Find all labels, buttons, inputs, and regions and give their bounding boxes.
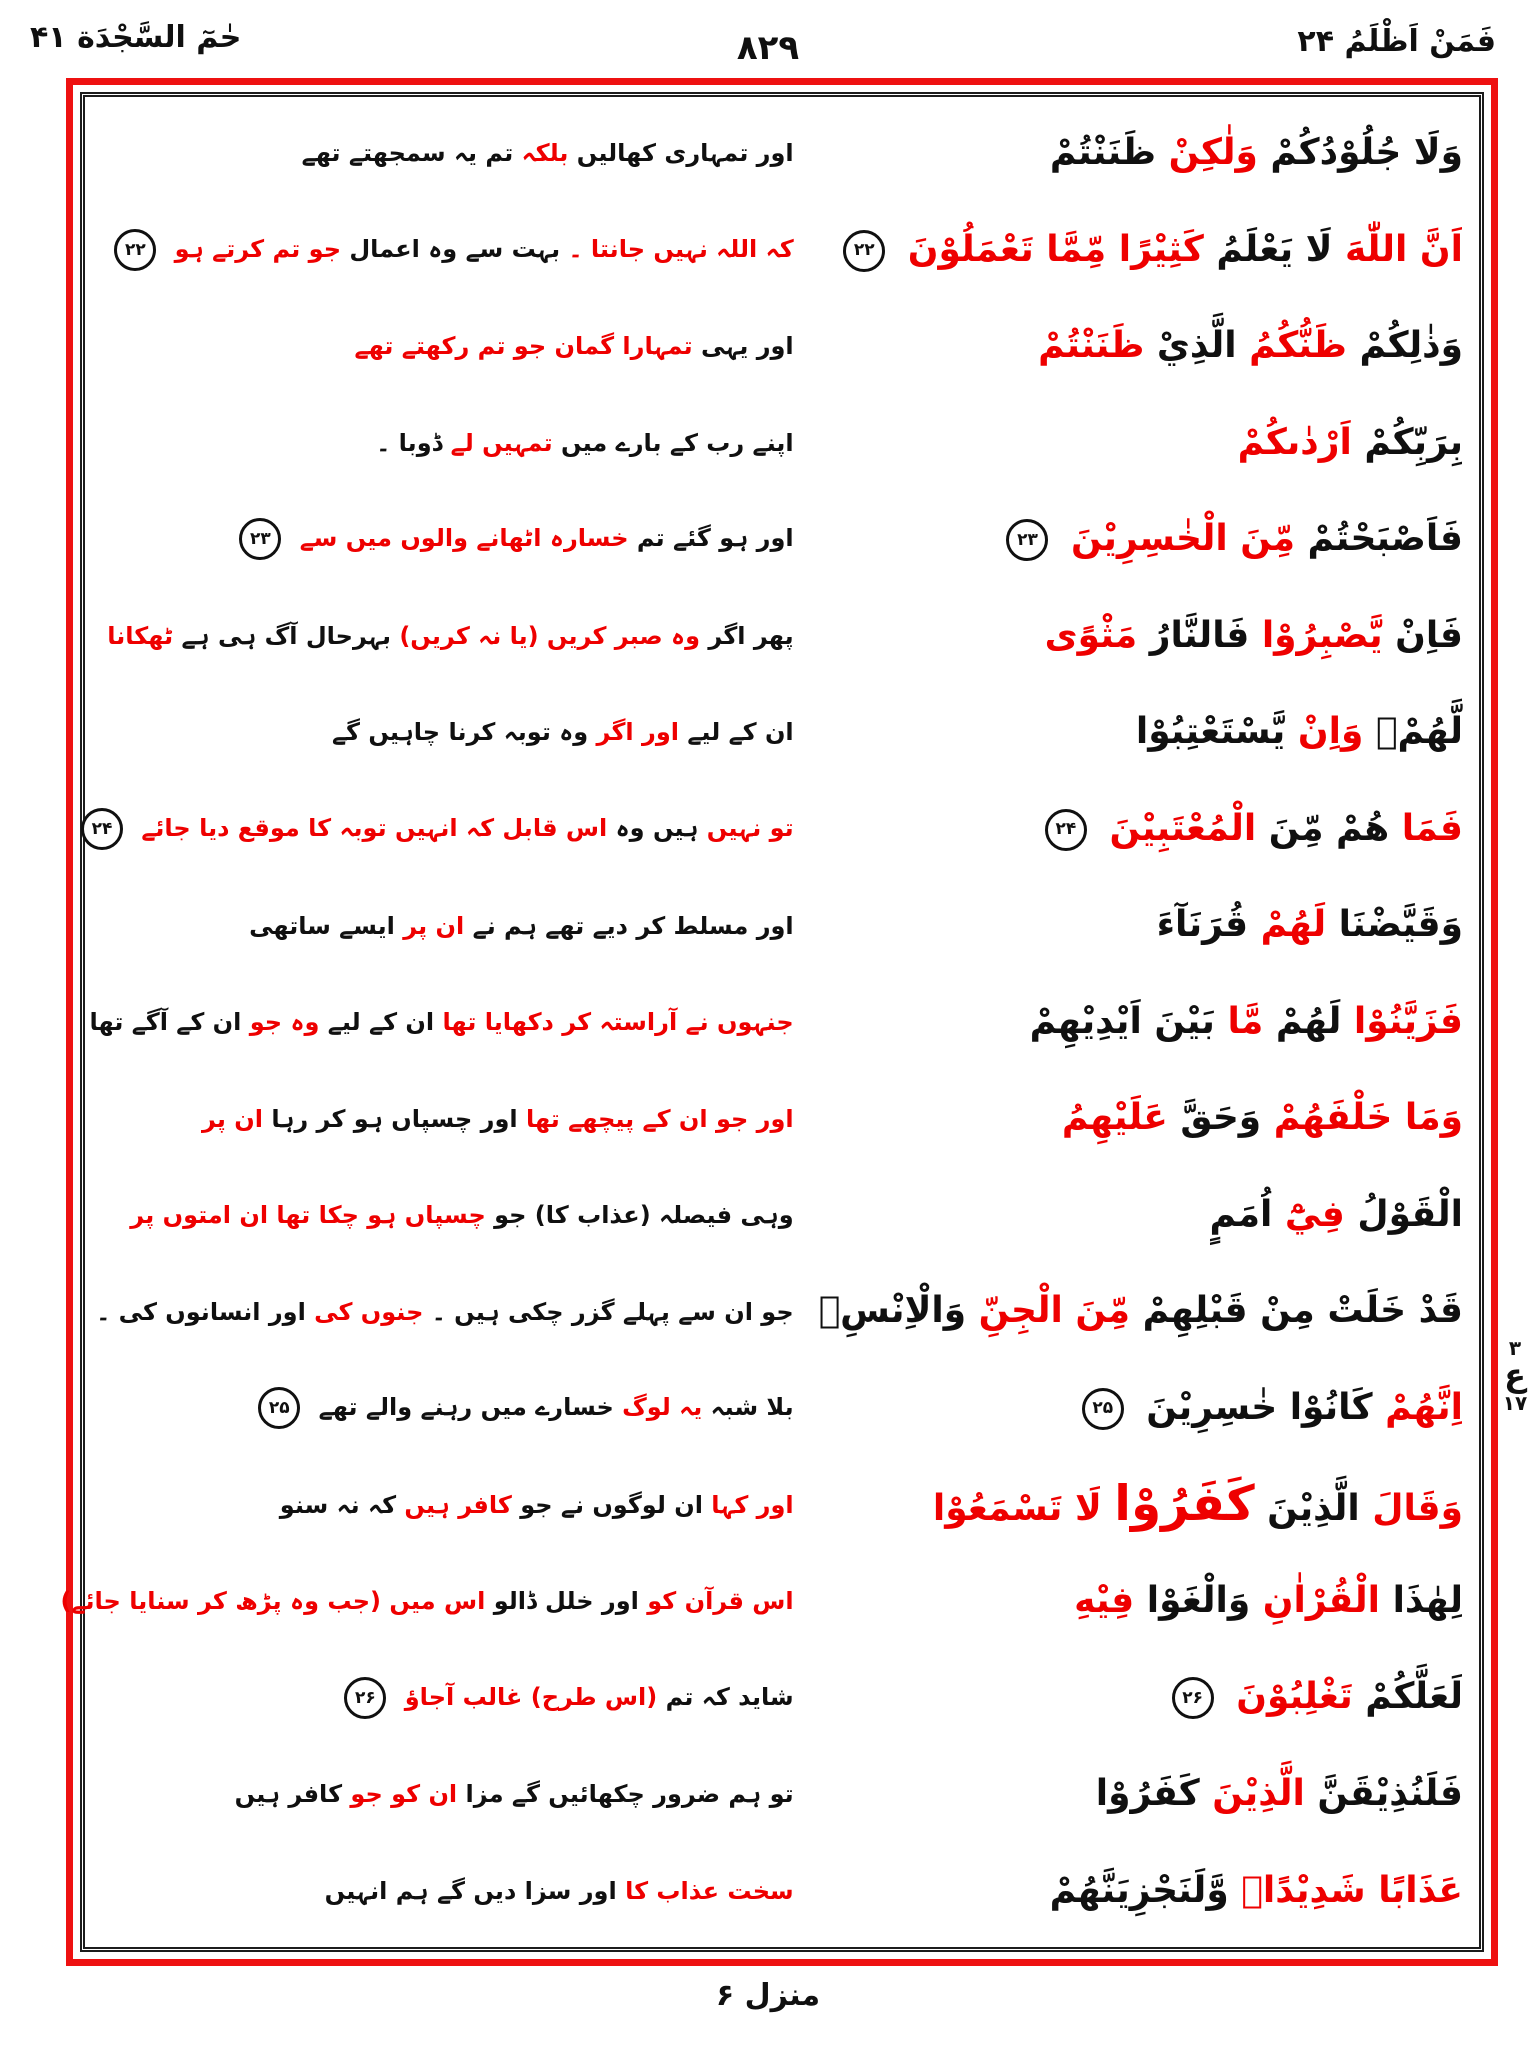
arabic-verse (841, 226, 1463, 275)
red-text-segment: جنہوں نے آراستہ کر دکھایا تھا (442, 1008, 794, 1037)
outer-red-border (60, 78, 1498, 1966)
black-text-segment: ایسے ساتھی (249, 911, 395, 940)
red-text-segment: ظَنُّكُمُ (1249, 325, 1347, 367)
red-text-segment: مِّنَ الْخٰسِرِيْنَ (1071, 518, 1295, 560)
red-text-segment: اور جو ان کے پیچھے تھا (525, 1104, 794, 1133)
black-text-segment: ڈوبا ۔ (376, 428, 443, 457)
black-text-segment: بہرحال آگ ہی ہے (181, 621, 391, 650)
arabic-verse (841, 901, 1463, 950)
urdu-translation (97, 1105, 794, 1133)
black-text-segment: الْقَوْلُ (1357, 1193, 1463, 1235)
black-text-segment: بَيْنَ اَيْدِيْهِمْ (1029, 1000, 1215, 1042)
ruku-total: ۱۷ (1502, 1390, 1528, 1415)
red-text-segment: خسارہ اٹھانے والوں میں سے (299, 524, 629, 553)
black-text-segment: قَدْ خَلَتْ مِنْ قَبْلِهِمْ (1142, 1290, 1463, 1332)
black-text-segment: وَالْاِنْسِۚ (818, 1290, 967, 1332)
red-text-segment: اِنَّهُمْ (1385, 1386, 1463, 1428)
red-text-segment: سخت عذاب کا (625, 1876, 794, 1905)
arabic-verse (841, 1384, 1463, 1433)
black-text-segment: لِهٰذَا (1392, 1579, 1463, 1621)
verse-row (97, 491, 1463, 588)
black-text-segment: لَعَلَّكُمْ (1365, 1676, 1463, 1718)
red-text-segment: وَقَالَ (1372, 1487, 1463, 1529)
red-text-segment: اس قابل کہ انہیں توبہ کا موقع دیا جائے (141, 813, 608, 842)
arabic-verse (841, 1472, 1463, 1538)
red-text-segment: ان کو جو (350, 1780, 458, 1809)
red-text-segment: بلکہ (521, 139, 569, 168)
red-text-segment: کہ اللہ نہیں جانتا ۔ (568, 234, 794, 263)
black-text-segment: اور مسلط کر دیے تھے ہم نے (472, 911, 794, 940)
red-text-segment: ظَنَنْتُمْ (1038, 325, 1145, 367)
urdu-translation (97, 518, 794, 560)
verse-row (60, 1553, 1463, 1650)
urdu-translation (97, 332, 794, 360)
red-text-segment: الْمُعْتَبِيْنَ (1109, 807, 1257, 849)
urdu-translation (97, 718, 794, 746)
black-text-segment: كَفَرُوْا (1095, 1773, 1200, 1814)
urdu-translation (97, 229, 794, 271)
arabic-verse (841, 612, 1463, 661)
verses-container (60, 105, 1463, 1939)
verse-row (97, 1456, 1463, 1553)
red-text-segment: فِيْٓ (1284, 1193, 1345, 1235)
arabic-verse (841, 322, 1463, 371)
red-text-segment: مِّنَ الْجِنِّ (978, 1290, 1131, 1332)
red-text-segment: اس میں (جب وہ پڑھ کر سنایا جائے) (60, 1587, 486, 1616)
arabic-verse (841, 1577, 1463, 1626)
verse-row (97, 1070, 1463, 1167)
black-text-segment: وَّلَنَجْزِيَنَّهُمْ (1049, 1869, 1229, 1911)
black-text-segment: تو ہم ضرور چکھائیں گے مزا (465, 1780, 794, 1809)
page-number: ۸۲۹ (736, 28, 800, 68)
urdu-translation (97, 1877, 794, 1905)
red-text-segment: ٹھکانا (107, 621, 174, 650)
red-text-segment: وَاِنْ (1297, 711, 1364, 753)
red-text-segment: كَفَرُوْا (1114, 1475, 1255, 1532)
arabic-verse (841, 998, 1463, 1047)
arabic-verse (841, 805, 1463, 854)
ayah-number-badge: ۲۴ (1045, 809, 1087, 851)
verse-row (97, 1167, 1463, 1264)
arabic-verse (841, 129, 1463, 178)
red-text-segment: کافر ہیں (404, 1490, 512, 1519)
red-text-segment: يَّصْبِرُوْا (1261, 614, 1383, 656)
verse-row (97, 684, 1463, 781)
red-text-segment: الَّذِيْنَ (1212, 1773, 1305, 1814)
verse-row (97, 1650, 1463, 1747)
verse-row (89, 974, 1463, 1071)
black-text-segment: خسارے میں رہنے والے تھے (318, 1393, 614, 1422)
black-text-segment: الَّذِيْ (1156, 325, 1237, 367)
black-text-segment: اور انسانوں کی ۔ (96, 1297, 306, 1326)
red-text-segment: اس قرآن کو (647, 1587, 794, 1616)
red-text-segment: وہ صبر کریں (یا نہ کریں) (399, 621, 701, 650)
black-text-segment: کافر ہیں (234, 1780, 343, 1809)
black-text-segment: تم یہ سمجھتے تھے (301, 139, 514, 168)
verse-row (97, 1843, 1463, 1940)
verse-row (97, 877, 1463, 974)
red-text-segment: مَثْوًى (1044, 614, 1138, 656)
urdu-translation (97, 139, 794, 167)
red-text-segment: تَغْلِبُوْنَ (1236, 1676, 1353, 1718)
black-text-segment: شاید کہ تم (665, 1682, 794, 1711)
verse-row (97, 395, 1463, 492)
arabic-verse (841, 1867, 1463, 1916)
red-text-segment: تو نہیں (706, 813, 794, 842)
black-text-segment: وہی فیصلہ (عذاب کا) جو (494, 1201, 794, 1230)
arabic-verse (841, 708, 1463, 757)
red-text-segment: اور کہا (711, 1490, 794, 1519)
urdu-translation (60, 1587, 794, 1616)
ayah-number-badge: ۲۲ (114, 229, 156, 271)
ayah-number-badge: ۲۳ (239, 518, 281, 560)
red-text-segment: (اس طرح) غالب آجاؤ (404, 1682, 658, 1711)
black-text-segment: بہت سے وہ اعمال (349, 234, 561, 263)
black-text-segment: فَاَصْبَحْتُمْ (1307, 518, 1463, 560)
urdu-translation (97, 1491, 794, 1519)
black-text-segment: ان کے لیے (687, 718, 794, 747)
red-text-segment: چسپاں ہو چکا تھا ان امتوں پر (130, 1201, 486, 1230)
red-text-segment: الْقُرْاٰنِ (1262, 1579, 1381, 1621)
verse-row (97, 202, 1463, 299)
verse-row (97, 1746, 1463, 1843)
ayah-number-badge: ۲۵ (1082, 1388, 1124, 1430)
red-text-segment: فِيْهِ (1074, 1579, 1135, 1621)
ayah-number-badge: ۲۳ (1006, 519, 1048, 561)
black-text-segment: اور سزا دیں گے ہم انہیں (324, 1876, 617, 1905)
urdu-translation (97, 1298, 794, 1326)
black-text-segment: اور خلل ڈالو (493, 1587, 639, 1616)
black-text-segment: الَّذِيْنَ (1267, 1487, 1360, 1529)
red-text-segment: فَمَا (1401, 807, 1463, 849)
red-text-segment: جو تم کرتے ہو (174, 234, 341, 263)
arabic-verse (841, 1094, 1463, 1143)
urdu-translation (97, 912, 794, 940)
surah-name-header: حٰمٓ السَّجْدَة ۴۱ (30, 20, 242, 55)
black-text-segment: ان کے لیے (327, 1008, 435, 1037)
juz-name-header: فَمَنْ اَظْلَمُ ۲۴ (1297, 24, 1496, 59)
black-text-segment: اُمَمٍ (1209, 1193, 1273, 1235)
black-text-segment: اور چسپاں ہو کر رہا (271, 1104, 518, 1133)
black-text-segment: وہ توبہ کرنا چاہیں گے (331, 718, 589, 747)
red-text-segment: عَذَابًا شَدِيْدًاۙ (1241, 1869, 1463, 1911)
black-text-segment: اور ہو گئے تم (636, 524, 794, 553)
black-text-segment: لَهُمْ (1275, 1000, 1342, 1042)
black-text-segment: بلا شبہ (710, 1393, 794, 1422)
black-text-segment: اور تمہاری کھالیں (576, 139, 794, 168)
black-text-segment: اور یہی (700, 332, 794, 361)
black-text-segment: جو ان سے پہلے گزر چکی ہیں ۔ (431, 1297, 794, 1326)
ruku-margin-marker (1498, 1338, 1532, 1414)
ruku-number: ۳ (1508, 1336, 1522, 1360)
ayah-number-badge: ۲۶ (344, 1677, 386, 1719)
red-text-segment: كَثِيْرًا مِّمَّا تَعْمَلُوْنَ (907, 228, 1204, 270)
red-text-segment: مَّا (1227, 1000, 1264, 1042)
black-text-segment: وَقَيَّضْنَا (1338, 904, 1463, 946)
manzil-footer: منزل ۶ (715, 1978, 821, 2013)
red-text-segment: جنوں کی (314, 1297, 424, 1326)
ayah-number-badge: ۲۴ (81, 808, 123, 850)
arabic-verse (841, 1191, 1463, 1240)
urdu-translation (97, 429, 794, 457)
black-text-segment: ہیں وہ (615, 813, 699, 842)
black-text-segment: لَّهُمْۚ (1375, 711, 1463, 753)
verse-row (97, 105, 1463, 202)
red-text-segment: اور اگر (596, 718, 679, 747)
black-text-segment: لَا يَعْلَمُ (1216, 228, 1333, 270)
black-text-segment: ان کے آگے تھا (89, 1008, 242, 1037)
black-text-segment: پھر اگر (708, 621, 794, 650)
black-text-segment: ظَنَنْتُمْ (1049, 131, 1157, 173)
black-text-segment: اپنے رب کے بارے میں (561, 428, 794, 457)
black-text-segment: وَحَقَّ (1180, 1097, 1262, 1139)
inner-black-border (60, 92, 1484, 1952)
red-text-segment: اَرْدٰىكُمْ (1237, 421, 1352, 463)
arabic-verse (818, 1287, 1463, 1336)
arabic-verse (841, 1770, 1463, 1819)
urdu-translation (97, 1387, 794, 1429)
black-text-segment: وَالْغَوْا (1146, 1579, 1251, 1621)
ain-symbol: ع (1504, 1356, 1526, 1394)
black-text-segment: هُمْ مِّنَ (1268, 807, 1390, 849)
red-text-segment: ان پر (403, 911, 465, 940)
black-text-segment: ان لوگوں نے جو (520, 1490, 703, 1519)
red-text-segment: تمہیں لے (450, 428, 553, 457)
red-text-segment: عَلَيْهِمُ (1061, 1097, 1168, 1139)
ayah-number-badge: ۲۵ (258, 1387, 300, 1429)
red-text-segment: لَهُمْ (1260, 904, 1327, 946)
urdu-translation (97, 622, 794, 650)
black-text-segment: فَاِنْ (1395, 614, 1463, 656)
red-text-segment: فَزَيَّنُوْا (1353, 1000, 1463, 1042)
red-text-segment: تمہارا گمان جو تم رکھتے تھے (354, 332, 693, 361)
verse-row (97, 1263, 1463, 1360)
verse-row (97, 588, 1463, 685)
verse-row (97, 298, 1463, 395)
urdu-translation (97, 1677, 794, 1719)
ayah-number-badge: ۲۶ (1172, 1677, 1214, 1719)
red-text-segment: ان پر (201, 1104, 263, 1133)
red-text-segment: لَا تَسْمَعُوْا (932, 1487, 1102, 1529)
black-text-segment: قُرَنَآءَ (1156, 904, 1249, 946)
red-text-segment: وہ جو (249, 1008, 320, 1037)
urdu-translation (89, 1008, 794, 1037)
arabic-verse (841, 515, 1463, 564)
black-text-segment: وَذٰلِكُمْ (1359, 325, 1463, 367)
urdu-translation (97, 1201, 794, 1229)
verse-row (97, 1360, 1463, 1457)
black-text-segment: فَلَنُذِيْقَنَّ (1317, 1773, 1463, 1814)
red-text-segment: یہ لوگ (622, 1393, 703, 1422)
red-text-segment: اَنَّ اللّٰهَ (1345, 228, 1463, 270)
arabic-verse (841, 419, 1463, 468)
black-text-segment: فَالنَّارُ (1149, 614, 1250, 656)
verse-row (91, 781, 1463, 878)
black-text-segment: بِرَبِّكُمْ (1364, 421, 1463, 463)
urdu-translation (91, 808, 794, 850)
black-text-segment: يَّسْتَعْتِبُوْا (1135, 711, 1286, 753)
black-text-segment: کہ نہ سنو (279, 1490, 397, 1519)
arabic-verse (841, 1673, 1463, 1722)
red-text-segment: وَمَا خَلْفَهُمْ (1273, 1097, 1463, 1139)
black-text-segment: كَانُوْا خٰسِرِيْنَ (1146, 1386, 1373, 1428)
black-text-segment: وَلَا جُلُوْدُكُمْ (1270, 131, 1463, 173)
red-text-segment: وَلٰكِنْ (1168, 131, 1258, 173)
ayah-number-badge: ۲۲ (843, 230, 885, 272)
urdu-translation (97, 1780, 794, 1808)
